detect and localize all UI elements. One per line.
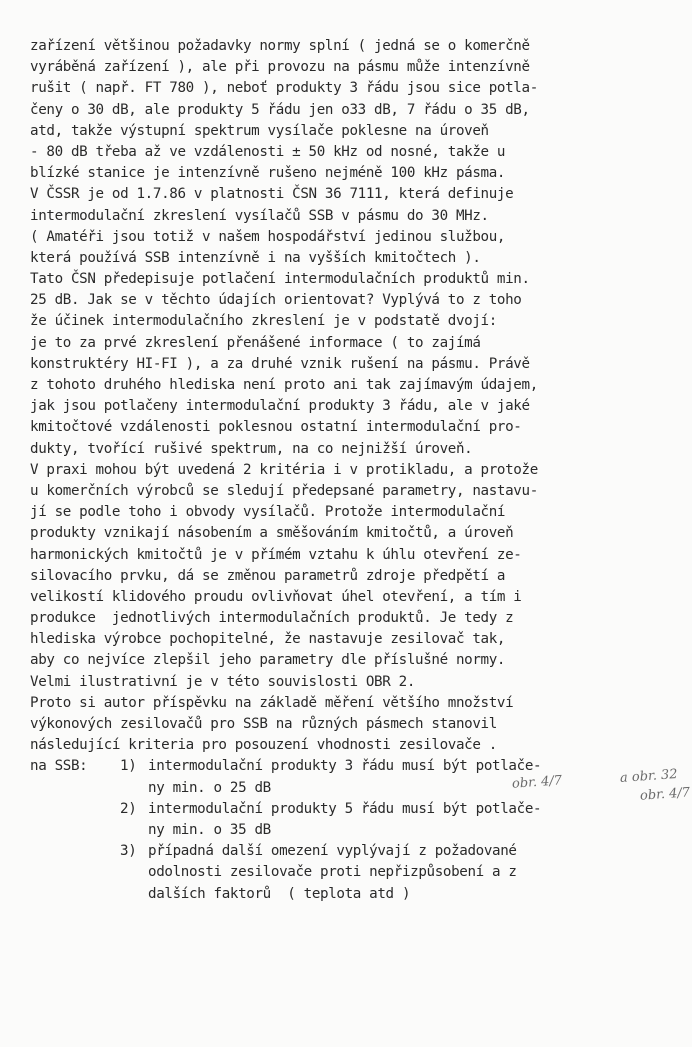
text-line: ( Amatéři jsou totiž v našem hospodářství jedinou službou, [30,228,506,245]
criteria-item [30,756,680,777]
text-line: harmonických kmitočtů je v přímém vztahu k úhlu otevření ze- [30,546,522,563]
criteria-text-continued: dalších faktorů ( teplota atd ) [148,885,411,902]
text-line: V praxi mohou být uvedená 2 kritéria i v protikladu, a protože [30,461,538,478]
text-line: zařízení většinou požadavky normy splní ( jedná se o komerčně [30,38,530,54]
list-intro [30,841,120,862]
text-line: produkty vznikají násobením a směšováním kmitočtů, a úroveň [30,525,514,542]
text-line: Velmi ilustrativní je v této souvislosti OBR 2. [30,673,416,690]
criteria-item [30,841,680,862]
text-line: výkonových zesilovačů pro SSB na různých pásmech stanovil [30,716,497,732]
text-line: rušit ( např. FT 780 ), neboť produkty 3 řádu jsou sice potla- [30,80,538,97]
text-line: Tato ČSN předepisuje potlačení intermodulačních produktů min. [30,271,530,288]
criteria-number: 1) [120,758,137,775]
criteria-text-continued: odolnosti zesilovače proti nepřizpůsobení a z [148,864,517,881]
text-line: jak jsou potlačeny intermodulační produkty 3 řádu, ale v jaké [30,398,530,415]
criteria-list [30,756,680,904]
text-line: - 80 dB třeba až ve vzdálenosti ± 50 kHz od nosné, takže u [30,143,506,160]
text-line: která používá SSB intenzívně i na vyšších kmitočtech ). [30,249,481,266]
list-intro: na SSB: [30,758,88,775]
text-line: že účinek intermodulačního zkreslení je v podstatě dvojí: [30,313,497,330]
text-line: atd, takže výstupní spektrum vysílače poklesne na úroveň [30,122,489,139]
text-line: z tohoto druhého hlediska není proto ani tak zajímavým údajem, [30,377,538,393]
text-line: následující kriteria pro posouzení vhodnosti zesilovače . [30,737,497,754]
document-text [30,36,680,905]
handwritten-note: a obr. 32 [619,767,679,786]
text-line: produkce jednotlivých intermodulačních produktů. Je tedy z [30,610,514,627]
text-line: blízké stanice je intenzívně rušeno nejméně 100 kHz pásma. [30,165,506,182]
handwritten-note: obr. 4/7 [511,773,563,792]
text-line: vyráběná zařízení ), ale při provozu na pásmu může intenzívně [30,59,530,76]
list-intro [30,799,120,820]
criteria-text-continued: ny min. o 35 dB [148,821,271,838]
text-line: čeny o 30 dB, ale produkty 5 řádu jen o33 dB, 7 řádu o 35 dB, [30,101,530,118]
text-line: silovacího prvku, dá se změnou parametrů zdroje předpětí a [30,567,506,584]
criteria-number: 3) [120,843,137,860]
text-line: je to za prvé zkreslení přenášené informace ( to zajímá [30,334,481,351]
text-line: V ČSSR je od 1.7.86 v platnosti ČSN 36 7111, která definuje [30,186,514,203]
text-line: hlediska výrobce pochopitelné, že nastavuje zesilovač tak, [30,631,506,648]
text-line: Proto si autor příspěvku na základě měření většího množství [30,694,514,711]
handwritten-note: obr. 4/7 [639,785,691,804]
criteria-text: intermodulační produkty 3 řádu musí být potlače- [148,758,542,775]
text-line: dukty, tvořící rušivé spektrum, na co nejnižší úroveň. [30,440,473,457]
text-line: u komerčních výrobců se sledují předepsané parametry, nastavu- [30,482,538,499]
text-line: intermodulační zkreslení vysílačů SSB v pásmu do 30 MHz. [30,207,489,224]
text-line: aby co nejvíce zlepšil jeho parametry dle příslušné normy. [30,652,506,669]
criteria-text: intermodulační produkty 5 řádu musí být potlače- [148,800,542,817]
text-line: jí se podle toho i obvody vysílačů. Protože intermodulační [30,504,506,521]
criteria-item [30,799,680,820]
text-line: 25 dB. Jak se v těchto údajích orientovat? Vyplývá to z toho [30,292,522,309]
body-paragraphs [30,36,680,756]
text-line: kmitočtové vzdálenosti poklesnou ostatní intermodulační pro- [30,419,522,436]
criteria-text: případná další omezení vyplývají z požadované [148,843,517,860]
criteria-number: 2) [120,800,137,817]
text-line: velikostí klidového proudu ovlivňovat úhel otevření, a tím i [30,588,522,605]
criteria-text-continued: ny min. o 25 dB [148,779,271,796]
text-line: konstruktéry HI-FI ), a za druhé vznik rušení na pásmu. Právě [30,355,530,372]
